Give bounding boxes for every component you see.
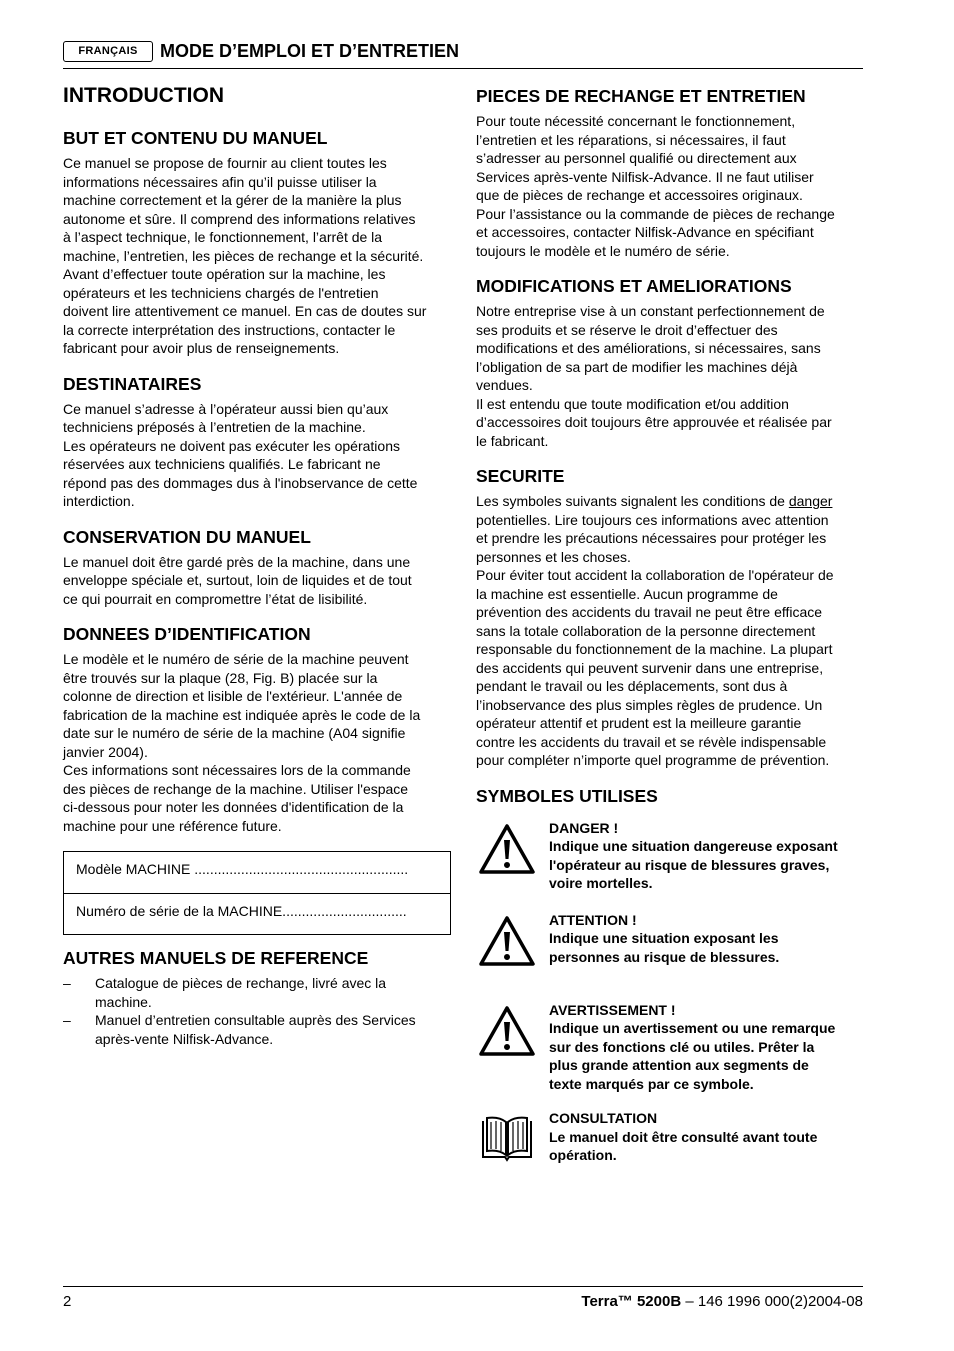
section-autres-manuels — [63, 947, 451, 1048]
symbol-text: AVERTISSEMENT ! Indique un avertissement ou une remarque sur des fonctions clé ou utiles. Prêter la plus grande attention aux segments de texte marqués par ce symbole. — [549, 1001, 836, 1092]
section-body — [476, 492, 864, 770]
section-heading: AUTRES MANUELS DE REFERENCE — [63, 948, 369, 968]
warning-triangle-icon — [478, 915, 536, 967]
identification-table — [63, 851, 451, 935]
reference-code: – 146 1996 000(2)2004-08 — [681, 1293, 863, 1310]
section-heading: DESTINATAIRES — [63, 373, 202, 394]
section-heading: SECURITE — [476, 466, 565, 486]
section-body: Ce manuel se propose de fournir au client toutes les informations nécessaires afin qu’il puisse utiliser la machine correctement et la gérer de la manière la plus autonome et sûre. Il comprend des informations relatives à l’aspect technique, le fonctionnement, l’arrêt de la machine, l’entretien, les pièces de rechange et la sécurité. Avant d’effectuer toute opération sur la machine, les opérateurs et les techniciens chargés de l'entretien doivent lire attentivement ce manuel. En cas de doutes sur la correcte interprétation des instructions, contacter le fabricant pour avoir plus de renseignements. — [63, 155, 427, 356]
symbol-attention — [476, 911, 864, 981]
symbol-text: ATTENTION ! Indique une situation exposant les personnes au risque de blessures. — [549, 911, 780, 965]
list-item: – Manuel d’entretien consultable auprès des Services après-vente Nilfisk-Advance. — [63, 1011, 451, 1048]
product-name: Terra™ 5200B — [581, 1293, 682, 1310]
section-body: Notre entreprise vise à un constant perfectionnement de ses produits et se réserve le droit d’effectuer des modifications et des améliorations, si nécessaires, sans l’obligation de sa part de modifier les machines déjà vendues. Il est entendu que toute modification et/ou addition d’accessoires doit toujours être approuvée et réalisée par le fabricant. — [476, 303, 832, 449]
symbol-danger — [476, 819, 864, 893]
right-column — [476, 85, 864, 1179]
section-symboles — [476, 785, 864, 1180]
list-item: – Catalogue de pièces de rechange, livré avec la machine. — [63, 974, 451, 1011]
language-badge: FRANÇAIS — [63, 41, 153, 62]
section-body: Pour toute nécessité concernant le fonctionnement, l’entretien et les réparations, si nécessaires, il faut s’adresser au personnel qualifié ou directement aux Services après-vente Nilfisk-Advance. Il ne faut utiliser que de pièces de rechange et accessoires originaux. Pour l’assistance ou la commande de pièces de rechange et accessoires, contacter Nilfisk-Advance en spécifiant toujours le modèle et le numéro de série. — [476, 113, 835, 259]
page-footer — [63, 1286, 863, 1316]
securite-rest: potentielles. Lire toujours ces informations avec attention et prendre les précautions nécessaires pour protéger les personnes et les choses. Pour éviter tout accident la collaboration de l'opérateur de la machine est essentielle. Aucun programme de prévention des accidents du travail ne peut être efficace sans la totale collaboration de la personne directement responsable du fonctionnement de la machine. La plupart des accidents qui peuvent survenir dans une entreprise, pendant le travail ou les déplacements, sont dus à l’inobservance des plus simples règles de prudence. Un opérateur attentif et prudent est la meilleure garantie contre les accidents du travail et se révèle indispensable pour compléter n’importe quel programme de prévention. — [476, 511, 834, 768]
section-heading: CONSERVATION DU MANUEL — [63, 526, 311, 547]
manual-list — [63, 974, 451, 1048]
left-column — [63, 82, 451, 1063]
document-reference — [581, 1293, 863, 1310]
section-body: Le modèle et le numéro de série de la machine peuvent être trouvés sur la plaque (28, Fig. B) placée sur la colonne de direction et lisible de l'extérieur. L'année de fabrication de la machine est indiquée après le code de la date sur le numéro de série de la machine (A04 signifie janvier 2004). Ces informations sont nécessaires lors de la commande des pièces de rechange de la machine. Utiliser l'espace ci-dessous pour noter les données d'identification de la machine pour une référence future. — [63, 651, 421, 834]
header-title: MODE D’EMPLOI ET D’ENTRETIEN — [160, 41, 460, 61]
section-heading: BUT ET CONTENU DU MANUEL — [63, 128, 328, 148]
serial-number-field: Numéro de série de la MACHINE................................ — [64, 893, 450, 934]
section-modifications — [476, 275, 864, 450]
page-number: 2 — [63, 1293, 72, 1310]
section-heading: DONNEES D’IDENTIFICATION — [63, 624, 311, 644]
section-identification — [63, 623, 451, 835]
section-securite — [476, 465, 864, 770]
section-body: Ce manuel s’adresse à l’opérateur aussi bien qu’aux techniciens préposés à l’entretien de la machine. Les opérateurs ne doivent pas exécuter les opérations réservées aux techniciens qualifiés. Le fabricant ne répond pas des dommages dus à l'inobservance de cette interdiction. — [63, 400, 418, 509]
section-body: Le manuel doit être gardé près de la machine, dans une enveloppe spéciale et, surtout, loin de liquides et de tout ce qui pourrait en compromettre l’état de lisibilité. — [63, 553, 412, 607]
danger-underlined-word: danger — [788, 493, 833, 509]
section-destinataires — [63, 373, 451, 511]
model-field: Modèle MACHINE ....................................................... — [76, 861, 409, 877]
securite-first-line: Les symboles suivants signalent les conditions de — [476, 493, 789, 509]
section-pieces-rechange — [476, 85, 864, 260]
section-heading: MODIFICATIONS ET AMELIORATIONS — [476, 276, 792, 296]
symbol-text: CONSULTATION Le manuel doit être consulté avant toute opération. — [549, 1110, 818, 1163]
page-header — [63, 40, 863, 69]
warning-triangle-icon — [478, 1005, 536, 1057]
section-but-contenu — [63, 127, 451, 358]
section-heading: SYMBOLES UTILISES — [476, 785, 658, 806]
symbol-consultation — [476, 1109, 864, 1179]
symbol-avertissement — [476, 1001, 864, 1094]
section-conservation — [63, 526, 451, 609]
symbol-text: DANGER ! Indique une situation dangereuse exposant l'opérateur au risque de blessures graves, voire mortelles. — [549, 819, 838, 891]
page-title: INTRODUCTION — [63, 84, 224, 107]
warning-triangle-icon — [478, 823, 536, 875]
open-book-icon — [478, 1113, 536, 1165]
section-heading: PIECES DE RECHANGE ET ENTRETIEN — [476, 86, 806, 106]
